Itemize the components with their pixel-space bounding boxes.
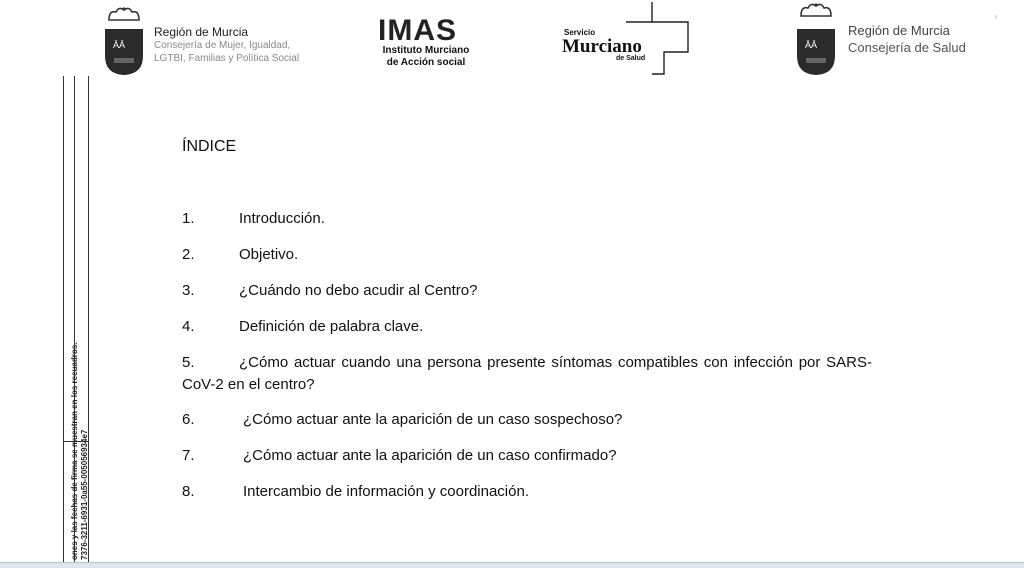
sms-servicio: Servicio xyxy=(564,28,596,37)
toc-number: 3. xyxy=(182,282,195,299)
index-title: ÍNDICE xyxy=(182,138,237,155)
toc-item xyxy=(182,352,872,396)
coat-of-arms-icon xyxy=(796,2,836,82)
toc-number: 4. xyxy=(182,318,195,335)
toc-number: 1. xyxy=(182,210,195,227)
margin-line1: ones y las fechas de firma se muestran en los recuadros. xyxy=(70,342,79,560)
toc-number: 2. xyxy=(182,246,195,263)
toc-text: ¿Cómo actuar ante la aparición de un caso sospechoso? xyxy=(243,411,623,428)
left-logo-sub1: Consejería de Mujer, Igualdad, xyxy=(154,40,291,51)
imas-sub1: Instituto Murciano xyxy=(382,45,470,56)
margin-verification-text xyxy=(70,342,90,560)
left-logo-sub2: LGTBI, Familias y Política Social xyxy=(154,53,300,64)
sms-de-salud: de Salud xyxy=(616,55,646,62)
imas-sub2: de Acción social xyxy=(386,57,466,68)
corner-mark: ı xyxy=(995,14,997,21)
toc-number: 8. xyxy=(182,483,195,500)
servicio-murciano-salud-logo xyxy=(560,2,692,76)
toc-text: Intercambio de información y coordinación. xyxy=(243,483,529,500)
right-logo-name: Región de Murcia xyxy=(848,23,950,38)
toc-text: ¿Cómo actuar ante la aparición de un caso confirmado? xyxy=(243,447,617,464)
toc-number: 5. xyxy=(182,354,195,371)
region-murcia-logo-left xyxy=(102,6,312,82)
toc-text: Introducción. xyxy=(239,210,325,227)
toc-text: ¿Cómo actuar cuando una persona presente síntomas compatibles con infección por SARS-CoV-2 en el centro? xyxy=(182,354,872,393)
right-logo-sub: Consejería de Salud xyxy=(848,40,966,55)
coat-of-arms-icon xyxy=(104,6,144,82)
toc-text: Objetivo. xyxy=(239,246,299,263)
toc-number: 7. xyxy=(182,447,195,464)
toc-number: 6. xyxy=(182,411,195,428)
page-bottom-edge xyxy=(0,562,1024,568)
region-murcia-logo-right xyxy=(794,2,984,82)
sms-murciano: Murciano xyxy=(562,36,642,57)
margin-line2: 7376-3211-6931-0a55-005056934e7 xyxy=(80,429,89,560)
toc-text: ¿Cuándo no debo acudir al Centro? xyxy=(239,282,478,299)
left-logo-name: Región de Murcia xyxy=(154,25,249,39)
svg-text:ĀĀ: ĀĀ xyxy=(113,40,126,50)
toc-text: Definición de palabra clave. xyxy=(239,318,424,335)
svg-text:ĀĀ: ĀĀ xyxy=(805,40,818,50)
imas-wordmark: IMAS xyxy=(378,14,457,47)
